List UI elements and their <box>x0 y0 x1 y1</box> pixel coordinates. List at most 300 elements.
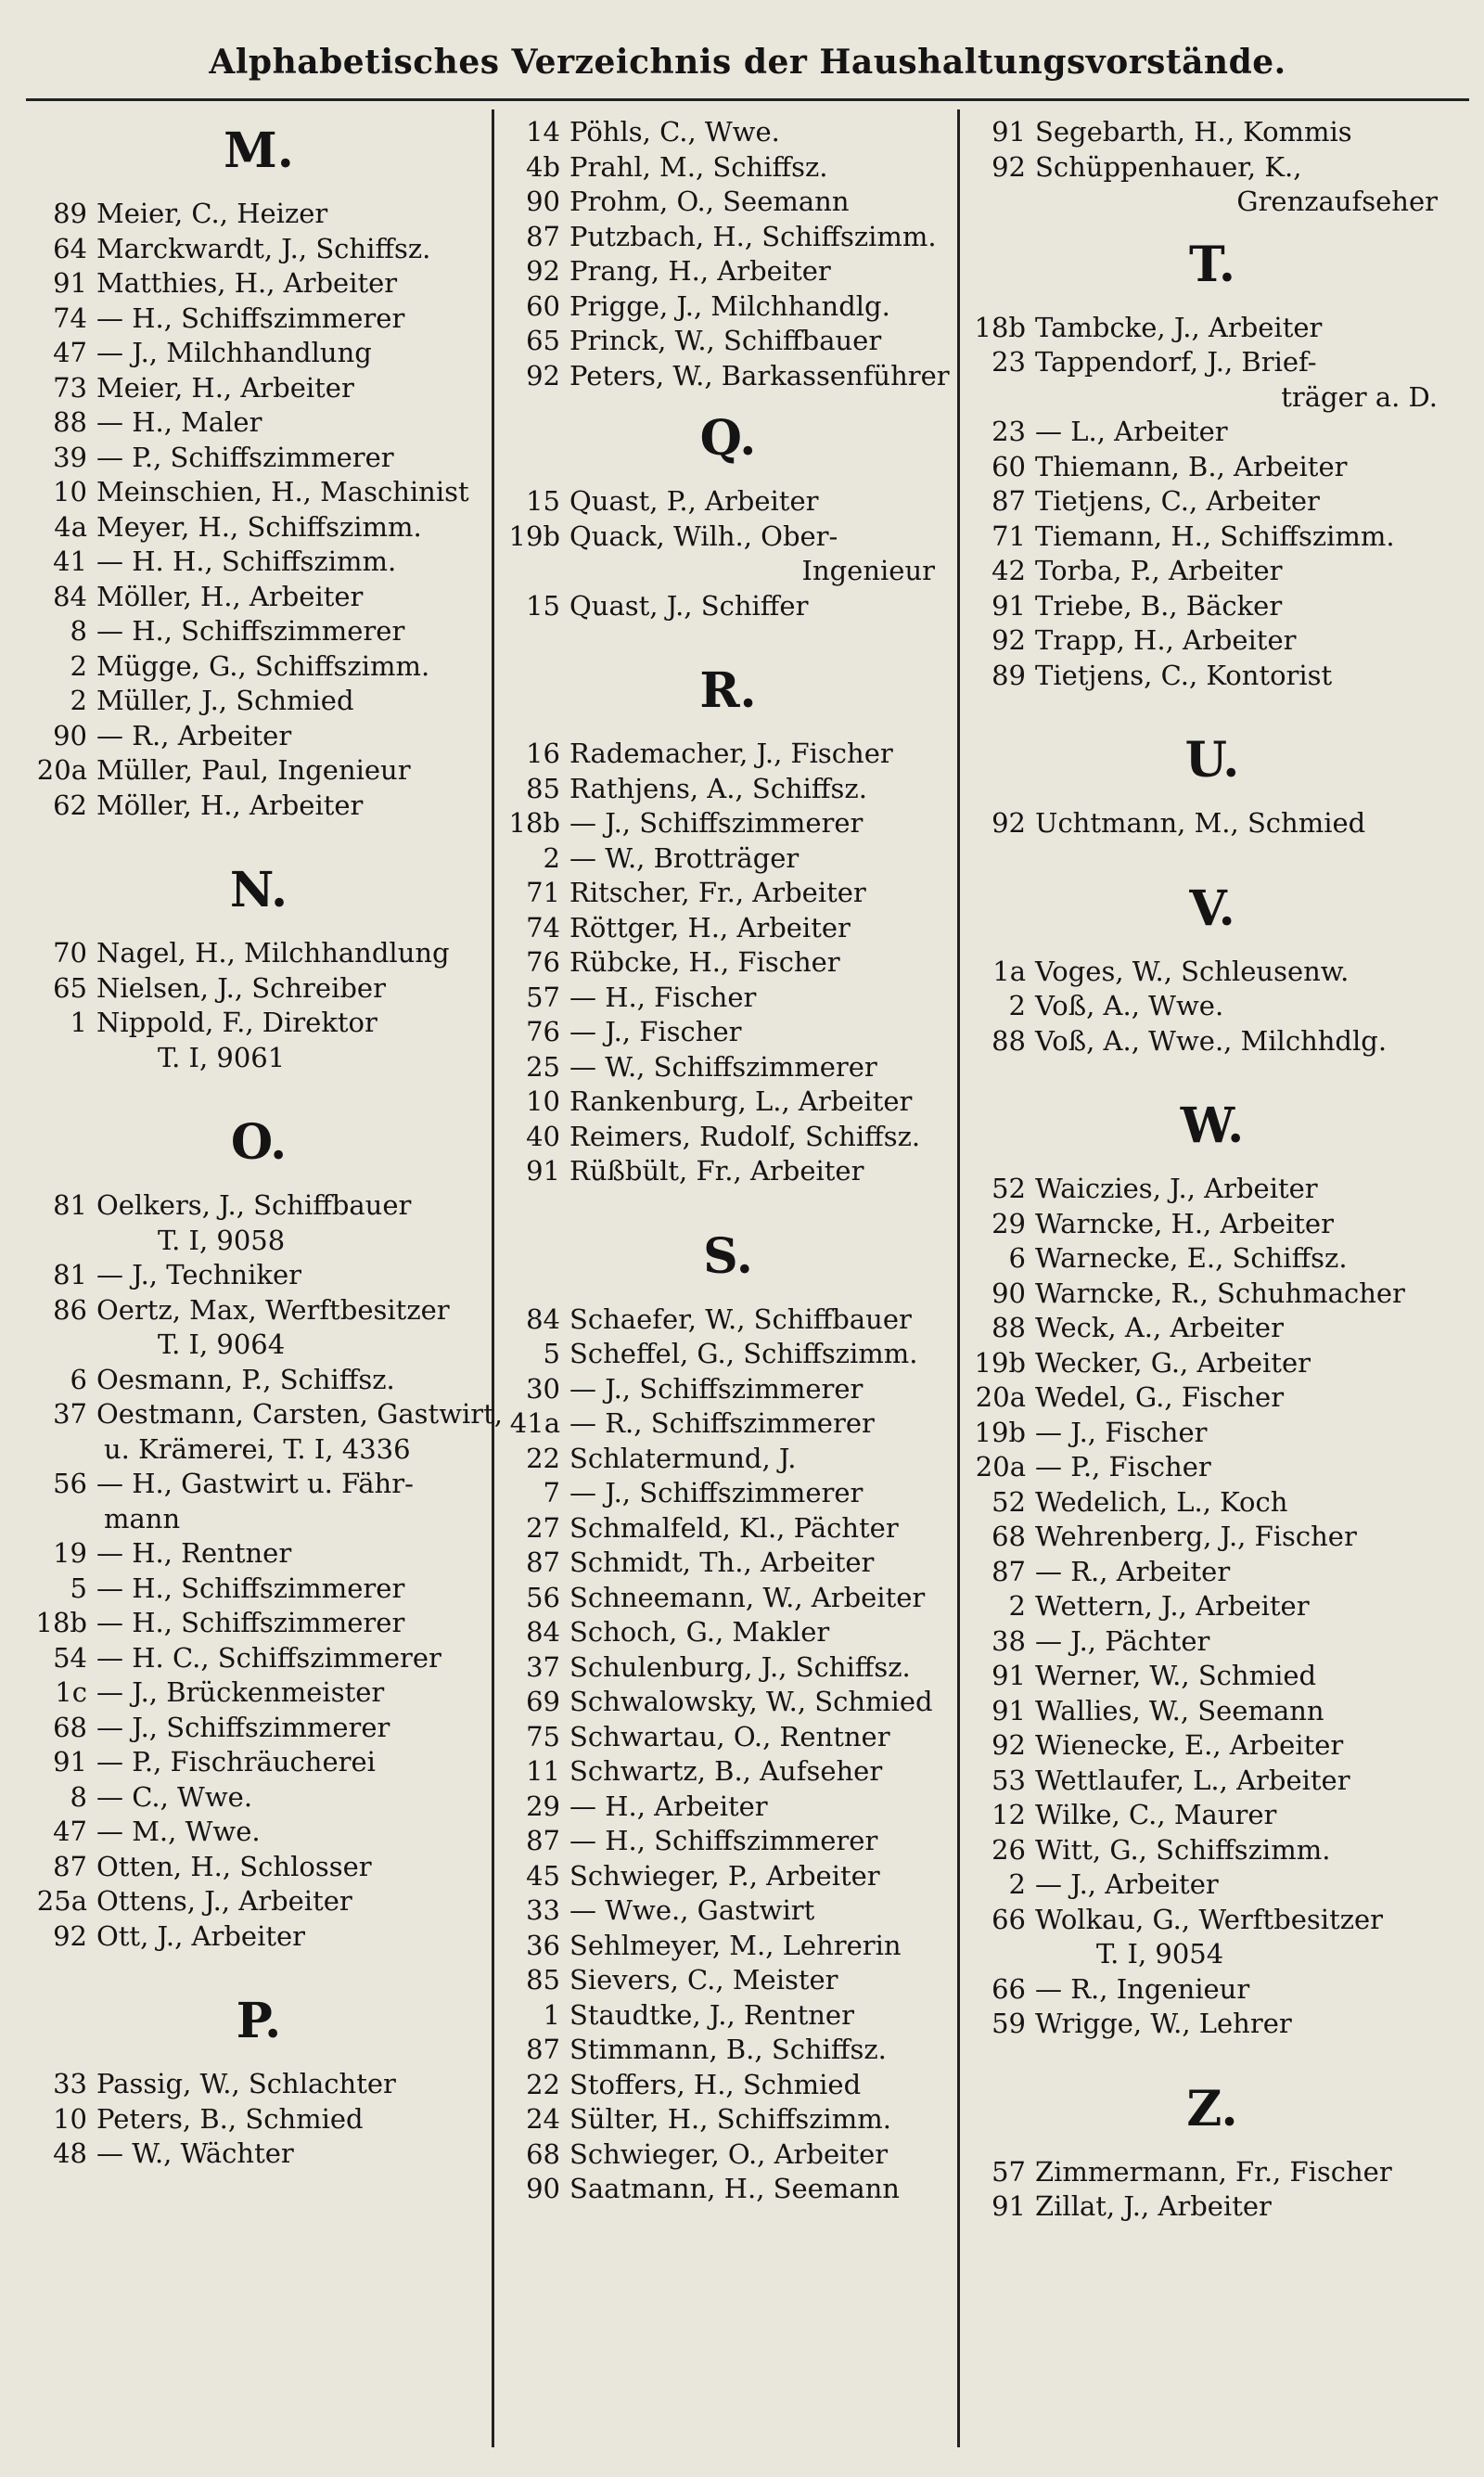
entry-continuation: mann <box>104 1502 181 1534</box>
entry-text: Rübcke, H., Fischer <box>569 946 840 978</box>
entry-text: Rankenburg, L., Arbeiter <box>569 1085 913 1117</box>
page-header <box>26 24 1469 101</box>
house-number: 10 <box>526 1085 560 1117</box>
directory-section <box>966 1081 1458 2064</box>
house-number: 92 <box>991 624 1026 656</box>
directory-entry <box>28 649 490 685</box>
directory-entry <box>966 345 1458 380</box>
directory-entry <box>501 1337 955 1372</box>
entry-text: Röttger, H., Arbeiter <box>569 911 851 943</box>
entry-text: Rathjens, A., Schiffsz. <box>569 772 867 804</box>
house-number: 2 <box>1008 1868 1026 1900</box>
directory-entry <box>501 289 955 325</box>
directory-entry <box>501 876 955 911</box>
entry-text: — R., Schiffszimmerer <box>569 1407 875 1439</box>
directory-entry <box>966 806 1458 841</box>
house-number: 66 <box>991 1972 1026 2005</box>
house-number: 1c <box>55 1676 87 1708</box>
directory-section <box>28 106 490 845</box>
column-1 <box>28 106 504 2194</box>
house-number: 88 <box>991 1024 1026 1057</box>
directory-entry <box>28 441 490 476</box>
entry-continuation: träger a. D. <box>1281 380 1438 413</box>
entry-text: Schoch, G., Makler <box>569 1616 830 1648</box>
entry-text: Oestmann, Carsten, Gastwirt, <box>96 1398 504 1430</box>
entry-text: Voß, A., Wwe. <box>1035 990 1224 1021</box>
entry-text: Tietjens, C., Kontorist <box>1035 659 1333 691</box>
entry-continuation: Ingenieur <box>801 555 935 586</box>
house-number: 29 <box>991 1207 1026 1239</box>
entry-text: Warnecke, E., Schiffsz. <box>1035 1242 1348 1274</box>
house-number: 65 <box>53 971 87 1004</box>
entry-text: Waiczies, J., Arbeiter <box>1035 1173 1318 1204</box>
house-number: 7 <box>543 1477 560 1508</box>
house-number: 88 <box>991 1312 1026 1343</box>
house-number: 87 <box>991 485 1026 517</box>
directory-entry <box>966 450 1458 485</box>
house-number: 19b <box>974 1346 1026 1379</box>
house-number: 69 <box>526 1686 560 1717</box>
entry-text: Meier, H., Arbeiter <box>96 371 354 404</box>
house-number: 84 <box>526 1303 560 1335</box>
house-number: 81 <box>53 1259 87 1290</box>
directory-entry <box>501 981 955 1016</box>
entry-text: Sülter, H., Schiffszimm. <box>569 2103 892 2135</box>
house-number: 6 <box>1008 1242 1026 1274</box>
house-number: 12 <box>991 1799 1026 1830</box>
entry-text: — H., Schiffszimmerer <box>96 1607 405 1638</box>
section-letter: N. <box>229 862 288 918</box>
house-number: 23 <box>991 346 1026 378</box>
entry-text: Weck, A., Arbeiter <box>1035 1312 1284 1343</box>
directory-entry <box>501 1685 955 1720</box>
directory-entry <box>28 475 490 510</box>
entry-text: — R., Arbeiter <box>1035 1555 1231 1587</box>
directory-entry <box>501 1546 955 1581</box>
house-number: 40 <box>526 1120 560 1152</box>
directory-entry <box>966 1380 1458 1416</box>
entry-text: Schwieger, O., Arbeiter <box>569 2137 889 2170</box>
entry-text: Wettlaufer, L., Arbeiter <box>1035 1764 1350 1796</box>
house-number: 65 <box>526 325 560 356</box>
directory-entry <box>966 623 1458 659</box>
directory-entry <box>501 1303 955 1338</box>
directory-entry <box>501 1084 955 1120</box>
entry-text: Schwieger, P., Arbeiter <box>569 1859 880 1892</box>
section-letter: T. <box>1188 236 1236 293</box>
house-number: 30 <box>526 1372 560 1405</box>
entry-text: — J., Brückenmeister <box>96 1676 385 1708</box>
entry-text: Wilke, C., Maurer <box>1035 1799 1277 1830</box>
directory-entry <box>501 2137 955 2173</box>
entry-text: Quast, P., Arbeiter <box>569 485 819 517</box>
house-number: 54 <box>53 1641 87 1674</box>
entry-text: Triebe, B., Bäcker <box>1035 589 1283 622</box>
directory-entry <box>501 2172 955 2207</box>
house-number: 62 <box>53 789 87 821</box>
entry-text: Schneemann, W., Arbeiter <box>569 1581 926 1613</box>
house-number: 73 <box>53 371 87 404</box>
section-letter: U. <box>1184 732 1240 789</box>
directory-entry <box>28 614 490 649</box>
directory-entry <box>966 1450 1458 1485</box>
section-gap <box>966 693 1458 715</box>
directory-entry <box>966 1833 1458 1868</box>
column-3 <box>966 106 1458 2247</box>
directory-entry <box>501 911 955 946</box>
directory-entry <box>966 415 1458 450</box>
house-number: 20a <box>975 1381 1026 1413</box>
directory-entry <box>501 1615 955 1650</box>
house-number: 92 <box>526 359 560 391</box>
entry-text: Marckwardt, J., Schiffsz. <box>96 232 431 264</box>
directory-entry <box>28 1815 490 1850</box>
directory-entry <box>28 1572 490 1607</box>
directory-entry <box>501 945 955 981</box>
house-number: 87 <box>526 1547 560 1578</box>
section-gap <box>501 1189 955 1212</box>
directory-entry <box>966 1972 1458 2008</box>
house-number: 15 <box>526 589 560 622</box>
directory-entry <box>966 1903 1458 1938</box>
directory-entry <box>501 1120 955 1155</box>
entry-text: Quast, J., Schiffer <box>569 589 809 622</box>
directory-section <box>28 845 490 1097</box>
entry-text: Schwalowsky, W., Schmied <box>569 1686 933 1717</box>
directory-entry <box>966 1346 1458 1381</box>
directory-entry <box>28 753 490 789</box>
house-number: 25 <box>526 1050 560 1083</box>
house-number: 37 <box>526 1650 560 1683</box>
directory-entry <box>501 1998 955 2034</box>
directory-entry <box>966 554 1458 589</box>
entry-text: Müller, J., Schmied <box>96 685 354 716</box>
house-number: 81 <box>53 1189 87 1221</box>
directory-entry <box>966 484 1458 520</box>
house-number: 23 <box>991 416 1026 447</box>
house-number: 29 <box>526 1790 560 1822</box>
directory-entry <box>28 936 490 971</box>
entry-text: Möller, H., Arbeiter <box>96 789 364 821</box>
house-number: 68 <box>526 2137 560 2170</box>
entry-text: — J., Fischer <box>1035 1416 1208 1448</box>
directory-entry <box>28 2067 490 2102</box>
directory-entry <box>966 1589 1458 1624</box>
entry-text: Tambcke, J., Arbeiter <box>1035 311 1323 343</box>
entry-text: Stoffers, H., Schmied <box>569 2068 862 2100</box>
entry-text: — J., Schiffszimmerer <box>96 1711 390 1743</box>
entry-text: Schüppenhauer, K., <box>1035 150 1302 183</box>
house-number: 22 <box>526 2068 560 2100</box>
entry-text: — H., Schiffszimmerer <box>96 1572 405 1604</box>
entry-text: Scheffel, G., Schiffszimm. <box>569 1338 918 1369</box>
entry-text: Rüßbült, Fr., Arbeiter <box>569 1155 864 1187</box>
house-number: 92 <box>991 150 1026 183</box>
entry-text: Putzbach, H., Schiffszimm. <box>569 220 937 252</box>
house-number: 48 <box>53 2137 87 2169</box>
section-gap <box>966 2042 1458 2064</box>
entry-text: — M., Wwe. <box>96 1816 261 1847</box>
house-number: 90 <box>53 719 87 751</box>
directory-entry <box>966 955 1458 990</box>
column-2 <box>501 106 955 2229</box>
house-number: 52 <box>991 1485 1026 1518</box>
house-number: 91 <box>991 589 1026 622</box>
directory-entry <box>28 1919 490 1955</box>
house-number: 8 <box>70 1780 87 1813</box>
entry-text: Schulenburg, J., Schiffsz. <box>569 1650 911 1683</box>
directory-entry <box>501 1511 955 1547</box>
directory-entry <box>28 1006 490 1041</box>
directory-entry <box>501 2102 955 2137</box>
entry-text: Warncke, R., Schuhmacher <box>1035 1277 1405 1309</box>
entry-text: Segebarth, H., Kommis <box>1035 116 1352 148</box>
directory-entry <box>28 302 490 337</box>
section-gap <box>501 2207 955 2229</box>
house-number: 33 <box>53 2068 87 2099</box>
directory-entry <box>966 1867 1458 1903</box>
directory-entry <box>966 115 1458 150</box>
house-number: 60 <box>526 289 560 322</box>
section-letter: W. <box>1180 1097 1245 1154</box>
directory-entry <box>966 1207 1458 1242</box>
directory-entry <box>501 324 955 359</box>
section-gap <box>28 2172 490 2194</box>
section-letter: Z. <box>1186 2080 1238 2137</box>
house-number: 11 <box>526 1755 560 1787</box>
directory-entry <box>966 520 1458 555</box>
entry-text: Voß, A., Wwe., Milchhdlg. <box>1035 1024 1388 1057</box>
section-letter: Q. <box>699 410 757 467</box>
house-number: 42 <box>991 555 1026 586</box>
house-number: 14 <box>526 116 560 148</box>
entry-text: Wecker, G., Arbeiter <box>1035 1346 1311 1379</box>
entry-text: — H., Maler <box>96 406 262 438</box>
entry-text: — R., Ingenieur <box>1035 1972 1250 2005</box>
entry-text: Ott, J., Arbeiter <box>96 1919 306 1952</box>
entry-text: Wallies, W., Seemann <box>1035 1694 1324 1726</box>
entry-text: Möller, H., Arbeiter <box>96 580 364 612</box>
house-number: 53 <box>991 1764 1026 1796</box>
house-number: 57 <box>991 2155 1026 2188</box>
directory-entry <box>28 336 490 371</box>
directory-entry <box>501 841 955 877</box>
entry-text: Sehlmeyer, M., Lehrerin <box>569 1929 902 1961</box>
section-letter: O. <box>230 1114 288 1171</box>
section-gap <box>966 841 1458 864</box>
house-number: 90 <box>526 186 560 217</box>
entry-text: — W., Schiffszimmerer <box>569 1050 877 1083</box>
entry-text: — J., Schiffszimmerer <box>569 1477 864 1508</box>
directory-entry <box>501 254 955 289</box>
directory-entry <box>966 1764 1458 1799</box>
entry-continuation: Grenzaufseher <box>1236 186 1438 217</box>
entry-text: Matthies, H., Arbeiter <box>96 267 398 299</box>
entry-text: Pöhls, C., Wwe. <box>569 116 780 148</box>
directory-entry <box>966 1798 1458 1833</box>
entry-text: — H., Gastwirt u. Fähr- <box>96 1468 414 1499</box>
house-number: 56 <box>526 1581 560 1613</box>
entry-text: Saatmann, H., Seemann <box>569 2173 900 2204</box>
house-number: 20a <box>975 1451 1026 1482</box>
entry-text: Prohm, O., Seemann <box>569 186 850 217</box>
entry-text: Voges, W., Schleusenw. <box>1035 955 1350 987</box>
house-number: 1a <box>992 955 1026 987</box>
directory-entry <box>501 1015 955 1050</box>
directory-entry <box>28 232 490 267</box>
directory-entry <box>966 2155 1458 2190</box>
directory-entry <box>28 1745 490 1780</box>
directory-entry <box>966 2007 1458 2042</box>
house-number: 5 <box>70 1572 87 1604</box>
directory-entry <box>28 1467 490 1502</box>
house-number: 64 <box>53 232 87 264</box>
entry-text: Torba, P., Arbeiter <box>1035 555 1283 586</box>
section-gap <box>966 1059 1458 1081</box>
directory-entry <box>28 1397 504 1432</box>
directory-entry <box>501 1929 955 1964</box>
house-number: 76 <box>526 946 560 978</box>
section-gap <box>28 1075 490 1097</box>
house-number: 15 <box>526 485 560 517</box>
entry-text: Ritscher, Fr., Arbeiter <box>569 877 866 908</box>
house-number: 5 <box>543 1338 560 1369</box>
directory-entry <box>501 1581 955 1616</box>
house-number: 4b <box>525 150 560 183</box>
directory-entry <box>28 266 490 302</box>
house-number: 1 <box>70 1007 87 1038</box>
house-number: 2 <box>1008 990 1026 1021</box>
entry-text: — P., Schiffszimmerer <box>96 441 394 473</box>
entry-text: Wedelich, L., Koch <box>1035 1485 1288 1518</box>
house-number: 18b <box>508 807 560 839</box>
directory-entry <box>501 2033 955 2068</box>
directory-entry <box>966 1024 1458 1059</box>
directory-entry <box>501 772 955 807</box>
entry-text: Quack, Wilh., Ober- <box>569 520 838 552</box>
directory-entry <box>501 1824 955 1859</box>
house-number: 19b <box>508 520 560 552</box>
directory-entry <box>501 1720 955 1755</box>
house-number: 86 <box>53 1293 87 1326</box>
directory-entry <box>28 1258 490 1293</box>
entry-text: Nippold, F., Direktor <box>96 1007 377 1038</box>
entry-text: Reimers, Rudolf, Schiffsz. <box>569 1120 921 1152</box>
entry-text: Princk, W., Schiffbauer <box>569 325 882 356</box>
entry-text: Zillat, J., Arbeiter <box>1035 2190 1272 2222</box>
directory-section <box>501 393 955 646</box>
entry-text: Schlatermund, J. <box>569 1442 797 1474</box>
entry-text: — H., Arbeiter <box>569 1790 768 1822</box>
house-number: 87 <box>526 2034 560 2065</box>
house-number: 25a <box>36 1885 87 1917</box>
entry-continuation: T. I, 9058 <box>158 1224 286 1256</box>
house-number: 56 <box>53 1468 87 1499</box>
house-number: 91 <box>991 1660 1026 1691</box>
entry-text: — J., Fischer <box>569 1016 742 1047</box>
entry-text: Otten, H., Schlosser <box>96 1850 372 1882</box>
directory-entry <box>28 1711 490 1746</box>
directory-entry <box>28 789 490 824</box>
house-number: 91 <box>991 116 1026 148</box>
entry-text: — J., Arbeiter <box>1035 1868 1219 1900</box>
directory-entry <box>28 1850 490 1885</box>
house-number: 16 <box>526 738 560 769</box>
entry-text: Wedel, G., Fischer <box>1035 1381 1285 1413</box>
directory-entry <box>501 520 955 555</box>
entry-text: Ottens, J., Arbeiter <box>96 1885 352 1917</box>
house-number: 41 <box>53 545 87 577</box>
house-number: 60 <box>991 450 1026 482</box>
directory-entry <box>966 1555 1458 1590</box>
directory-entry <box>28 1188 490 1224</box>
entry-text: Staudtke, J., Rentner <box>569 1998 854 2031</box>
house-number: 8 <box>70 615 87 647</box>
entry-text: Uchtmann, M., Schmied <box>1035 807 1366 839</box>
directory-entry <box>966 659 1458 694</box>
house-number: 22 <box>526 1442 560 1474</box>
entry-text: Wolkau, G., Werftbesitzer <box>1035 1903 1384 1935</box>
directory-entry <box>501 484 955 520</box>
entry-text: — P., Fischer <box>1035 1451 1211 1482</box>
entry-text: Schmidt, Th., Arbeiter <box>569 1547 875 1578</box>
directory-section <box>28 1097 504 1976</box>
section-gap <box>501 623 955 646</box>
house-number: 87 <box>526 220 560 252</box>
entry-text: Müller, Paul, Ingenieur <box>96 754 411 786</box>
directory-entry <box>501 1650 955 1686</box>
directory-entry <box>966 1241 1458 1277</box>
house-number: 47 <box>53 337 87 368</box>
entry-text: Nielsen, J., Schreiber <box>96 971 386 1004</box>
directory-entry <box>28 1293 490 1328</box>
directory-section <box>501 646 955 1212</box>
entry-text: Schwartau, O., Rentner <box>569 1720 890 1752</box>
entry-text: Rademacher, J., Fischer <box>569 738 893 769</box>
directory-entry <box>501 1859 955 1894</box>
entry-text: Schwartz, B., Aufseher <box>569 1755 883 1787</box>
directory-entry <box>28 2102 490 2137</box>
entry-text: Prang, H., Arbeiter <box>569 255 831 287</box>
section-gap <box>966 2225 1458 2247</box>
directory-entry <box>966 1485 1458 1521</box>
entry-text: Witt, G., Schiffszimm. <box>1035 1833 1331 1866</box>
directory-entry <box>501 737 955 772</box>
directory-entry <box>28 405 490 441</box>
directory-entry <box>966 1277 1458 1312</box>
directory-entry <box>501 806 955 841</box>
directory-entry <box>28 684 490 719</box>
entry-text: — P., Fischräucherei <box>96 1746 376 1778</box>
entry-text: — L., Arbeiter <box>1035 416 1228 447</box>
entry-text: Oesmann, P., Schiffsz. <box>96 1363 395 1395</box>
directory-entry <box>966 1728 1458 1764</box>
entry-text: — J., Milchhandlung <box>96 337 372 368</box>
house-number: 6 <box>70 1363 87 1395</box>
house-number: 84 <box>526 1616 560 1648</box>
house-number: 92 <box>991 1729 1026 1761</box>
directory-section <box>966 715 1458 864</box>
entry-text: — H., Schiffszimmerer <box>569 1825 878 1856</box>
column-divider <box>957 109 960 2447</box>
entry-text: Peters, W., Barkassenführer <box>569 359 950 391</box>
entry-text: Tietjens, C., Arbeiter <box>1035 485 1320 517</box>
house-number: 2 <box>70 649 87 682</box>
house-number: 89 <box>991 659 1026 691</box>
directory-entry <box>966 589 1458 624</box>
directory-entry <box>966 2189 1458 2225</box>
entry-text: — J., Pächter <box>1035 1624 1210 1657</box>
